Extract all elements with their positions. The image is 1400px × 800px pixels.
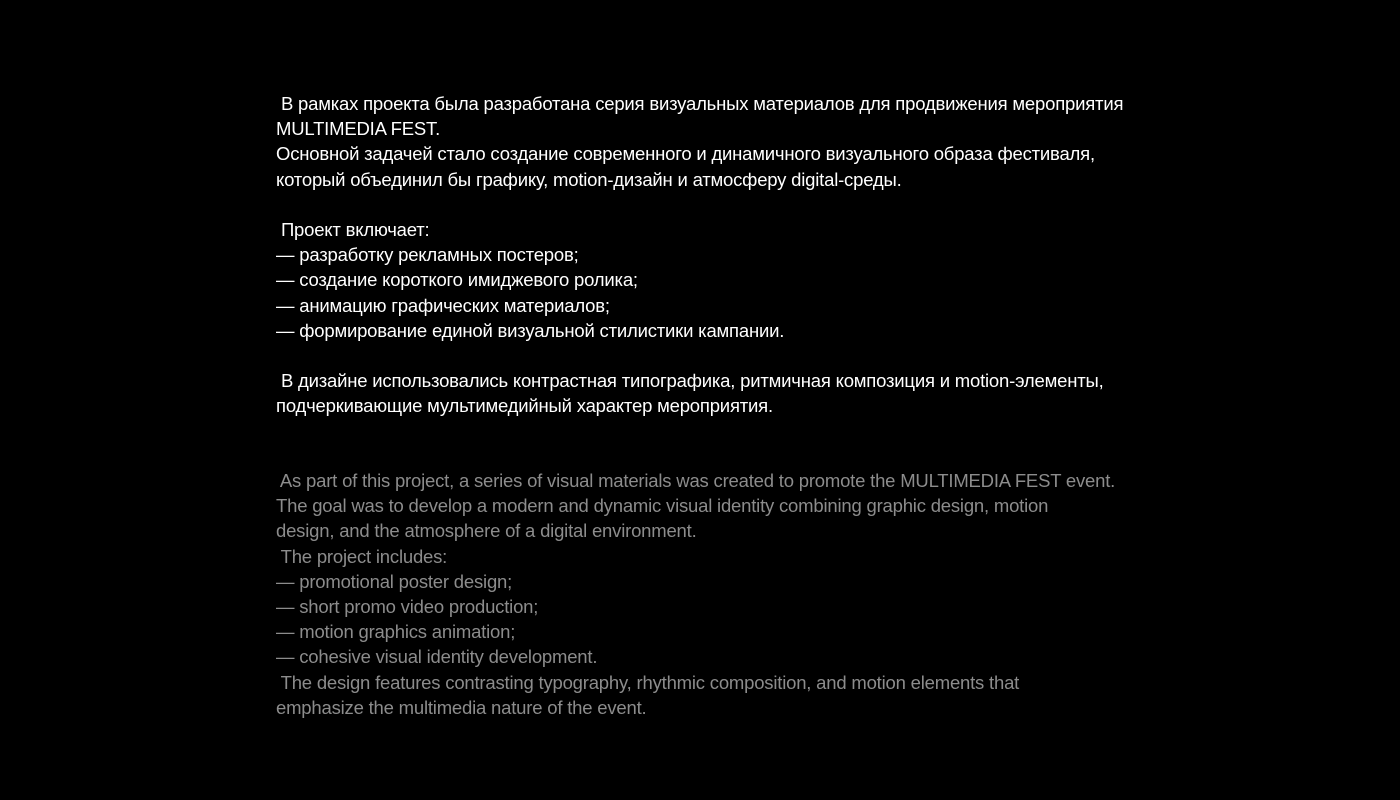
- en-includes-heading: The project includes:: [276, 545, 448, 567]
- ru-includes-heading: Проект включает:: [276, 218, 430, 240]
- en-list-item: — promotional poster design;: [276, 570, 513, 592]
- ru-outro-line: В дизайне использовались контрастная типографика, ритмичная композиция и motion-элементы,: [276, 370, 1104, 392]
- ru-intro-line: Основной задачей стало создание современного и динамичного визуального образа фестиваля,: [276, 143, 1095, 165]
- en-intro-line: design, and the atmosphere of a digital environment.: [276, 520, 697, 542]
- en-list-item: — short promo video production;: [276, 595, 539, 617]
- ru-intro-line: В рамках проекта была разработана серия визуальных материалов для продвижения мероприятия: [276, 93, 1124, 114]
- en-intro-line: As part of this project, a series of visual materials was created to promote the MULTIMEDIA FEST event.: [276, 470, 1116, 491]
- ru-intro-line: который объединил бы графику, motion-дизайн и атмосферу digital-среды.: [276, 168, 902, 190]
- ru-list-item: — создание короткого имиджевого ролика;: [276, 269, 638, 291]
- paragraph-gap: [276, 192, 1236, 217]
- en-list-item: — motion graphics animation;: [276, 621, 516, 643]
- ru-list-item: — разработку рекламных постеров;: [276, 244, 579, 266]
- english-description: [276, 468, 1236, 720]
- russian-description: [276, 91, 1236, 418]
- paragraph-gap: [276, 343, 1236, 368]
- ru-list-item: — анимацию графических материалов;: [276, 294, 610, 316]
- ru-list-item: — формирование единой визуальной стилистики кампании.: [276, 319, 785, 341]
- en-intro-line: The goal was to develop a modern and dynamic visual identity combining graphic design, motion: [276, 495, 1049, 517]
- en-outro-line: emphasize the multimedia nature of the event.: [276, 696, 647, 718]
- ru-intro-line: MULTIMEDIA FEST.: [276, 118, 441, 140]
- en-list-item: — cohesive visual identity development.: [276, 646, 598, 668]
- ru-outro-line: подчеркивающие мультимедийный характер мероприятия.: [276, 395, 773, 417]
- en-outro-line: The design features contrasting typography, rhythmic composition, and motion elements that: [276, 671, 1020, 693]
